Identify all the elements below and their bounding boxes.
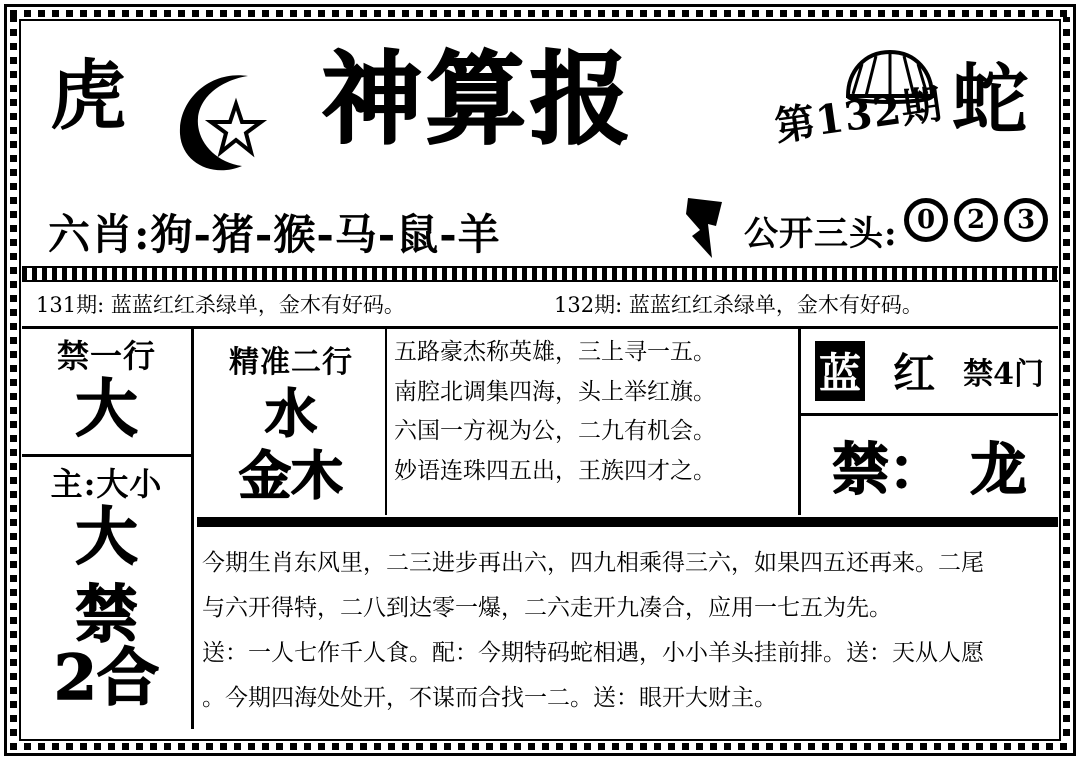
- zodiac-right-label: 蛇: [952, 55, 1028, 144]
- main-body: [22, 329, 1058, 729]
- ban-sum-value: 2合: [53, 641, 160, 715]
- ban-zodiac-row: [801, 416, 1058, 515]
- precise-title: 精准二行: [229, 345, 353, 380]
- bottom-paragraph: [202, 541, 1052, 720]
- period-132-text: 蓝蓝红红杀绿单，金木有好码。: [628, 293, 923, 317]
- period-note-132: [540, 289, 1058, 319]
- verse-line: 六国一方视为公，二九有机会。: [394, 418, 716, 445]
- right-column: [798, 329, 1058, 515]
- number-circle: 0: [904, 198, 948, 242]
- hatched-divider: [22, 266, 1058, 282]
- ban-zodiac-value: 龙: [970, 436, 1027, 503]
- red-label: 红: [893, 349, 936, 398]
- ban-gate-label: 禁4门: [963, 357, 1044, 392]
- precise-two-elements: [197, 329, 387, 515]
- number-circle: 2: [954, 198, 998, 242]
- bottom-line: 送：一人七作千人食。配：今期特码蛇相遇，小小羊头挂前排。送：天从人愿: [202, 639, 984, 666]
- shell-icon: [844, 48, 936, 110]
- color-ban-row: [801, 329, 1058, 416]
- solid-divider-bar: [197, 517, 1058, 527]
- bottom-line: 。今期四海处处开，不谋而合找一二。送：眼开大财主。: [202, 684, 777, 711]
- precise-element-2: 金木: [238, 446, 343, 508]
- masthead: [22, 22, 1058, 202]
- six-zodiac-row: [22, 202, 1058, 266]
- zodiac-left-label: 虎: [50, 51, 128, 140]
- ban-one-row-title: 禁一行: [56, 337, 156, 375]
- ban-zodiac-label: 禁：: [832, 436, 945, 503]
- period-131-text: 蓝蓝红红杀绿单，金木有好码。: [110, 293, 405, 317]
- ban-one-row-cell: [22, 331, 191, 457]
- main-size-value: 大: [75, 500, 138, 573]
- verse-line: 五路豪杰称英雄，三上寻一五。: [394, 339, 716, 365]
- period-notes-row: [22, 282, 1058, 329]
- verse-line: 南腔北调集四海，头上举红旗。: [394, 378, 716, 405]
- page-content: [22, 22, 1058, 738]
- issue-number: 第132期: [771, 80, 946, 151]
- period-132-label: 132期:: [554, 293, 623, 317]
- bottom-line: 与六开得特，二八到达零一爆，二六走开九凑合，应用一七五为先。: [202, 594, 892, 621]
- blue-label: 蓝: [815, 341, 865, 401]
- main-size-cell: [22, 459, 191, 579]
- brush-stroke-icon: [682, 196, 728, 262]
- open-three-numbers: [904, 198, 1048, 242]
- ban-sum-title: 禁: [75, 578, 138, 651]
- verse-line: 妙语连珠四五出，王族四才之。: [394, 457, 716, 484]
- left-column-lower: [22, 575, 194, 729]
- open-three-heads-label: 公开三头:: [744, 214, 898, 254]
- left-column-upper: [22, 329, 194, 575]
- six-zodiac-list: 六肖:狗-猪-猴-马-鼠-羊: [48, 210, 501, 259]
- bottom-line: 今期生肖东风里，二三进步再出六，四九相乘得三六，如果四五还再来。二尾: [202, 550, 984, 576]
- verse-block: [394, 333, 794, 491]
- page-title: 神算报: [322, 40, 634, 158]
- main-size-title: 主:大小: [50, 465, 163, 503]
- precise-element-1: 水: [264, 384, 317, 445]
- ban-sum-cell: [22, 575, 191, 715]
- period-note-131: [22, 289, 540, 319]
- period-131-label: 131期:: [36, 293, 105, 317]
- number-circle: 3: [1004, 198, 1048, 242]
- crescent-moon-star-icon: [170, 66, 290, 176]
- ban-one-row-value: 大: [75, 372, 138, 445]
